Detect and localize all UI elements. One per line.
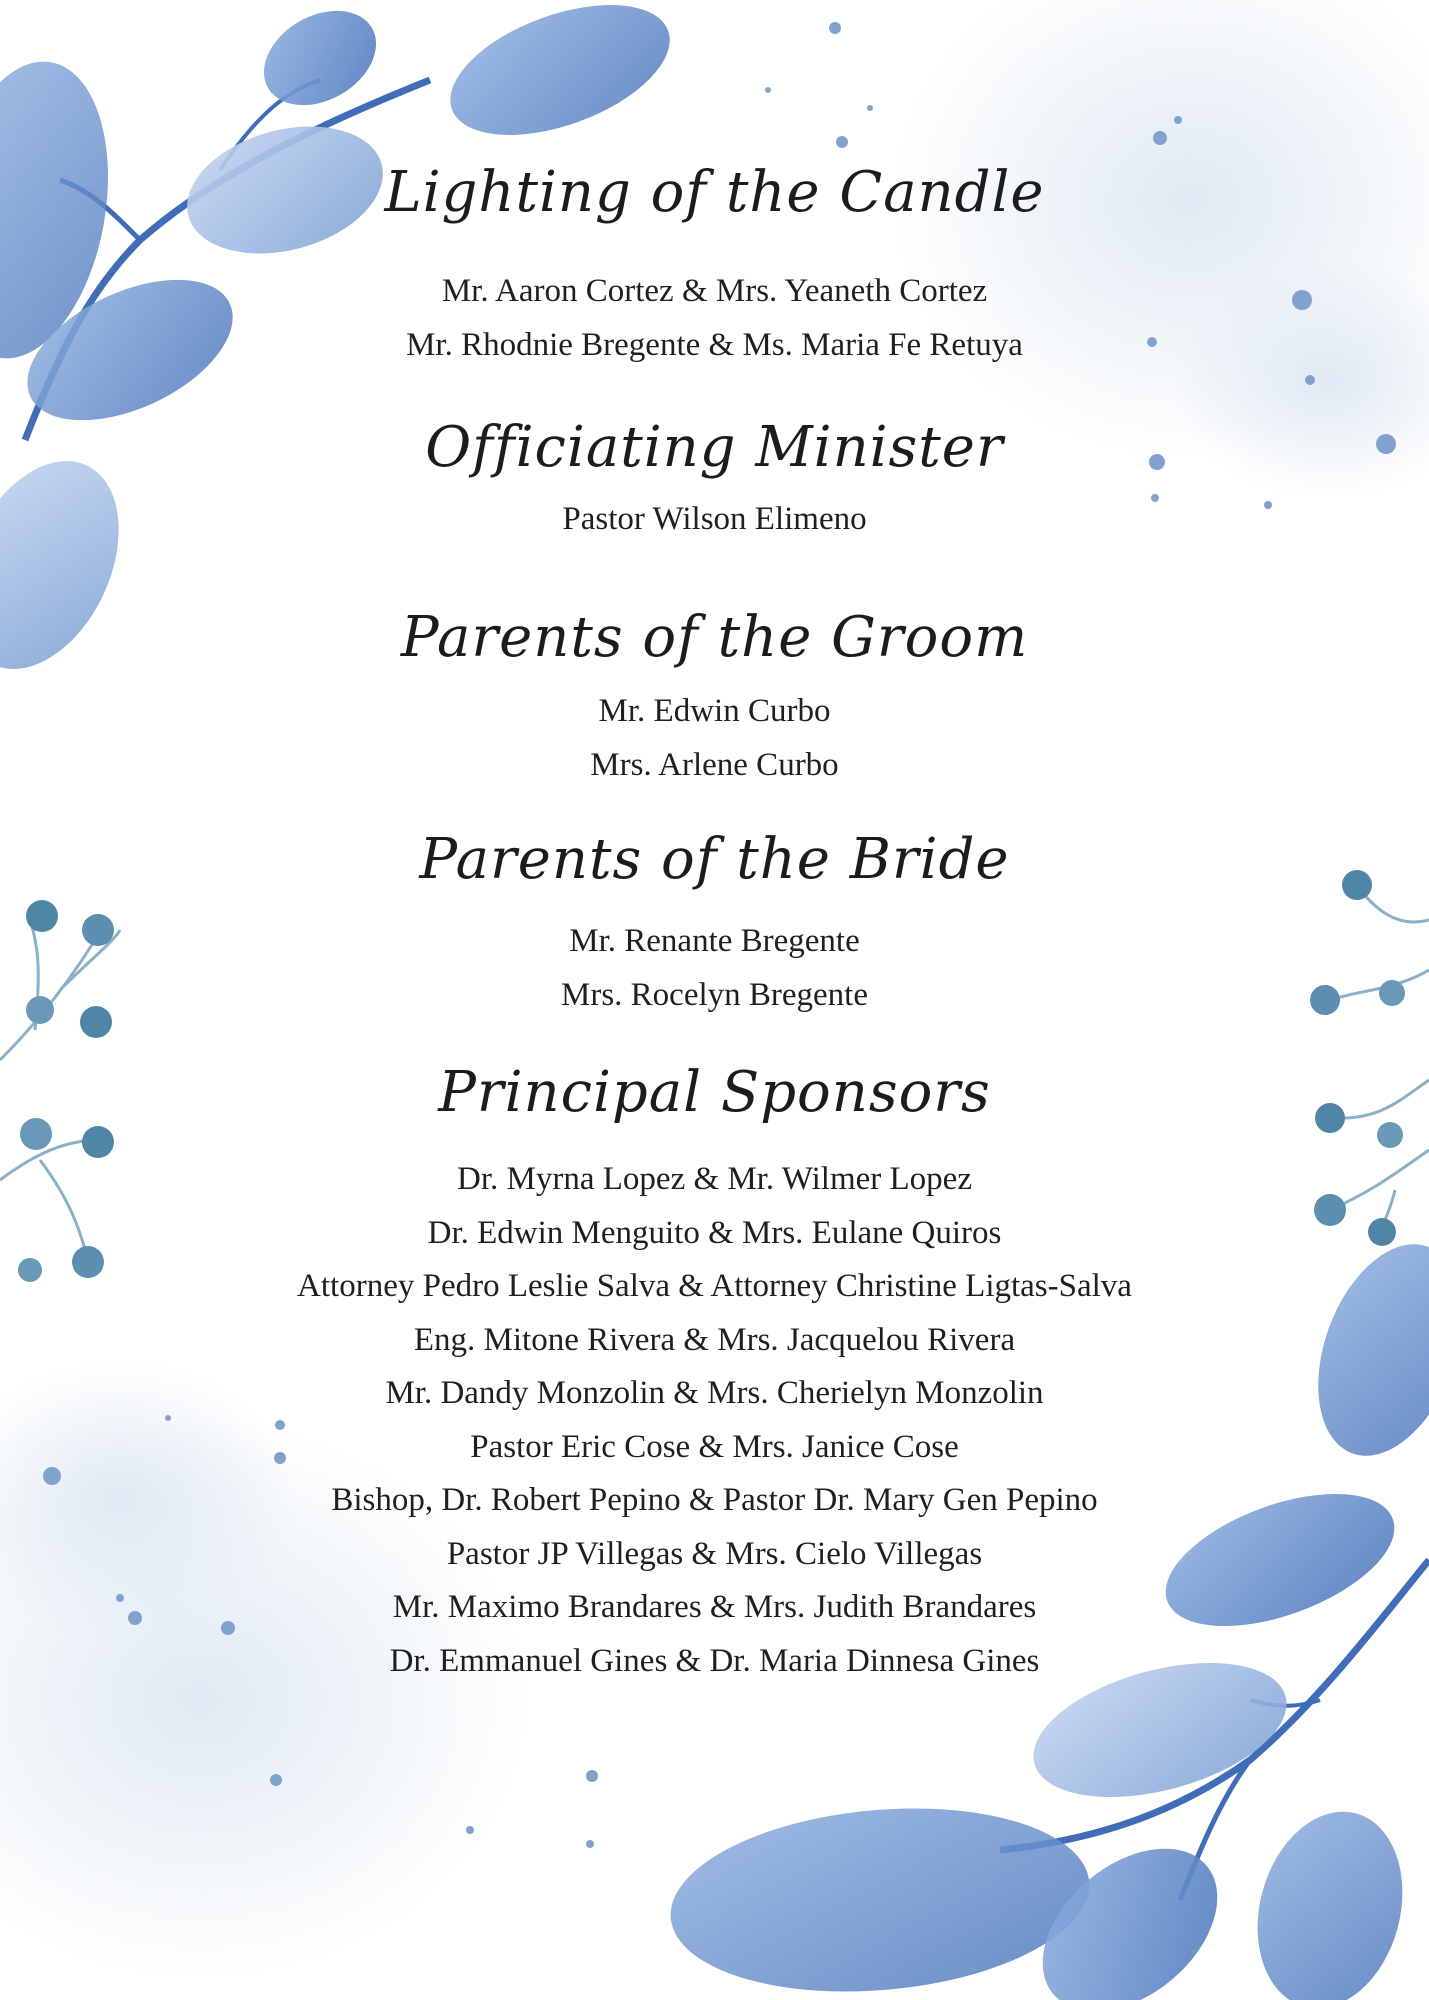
name-line: Bishop, Dr. Robert Pepino & Pastor Dr. Mary Gen Pepino — [331, 1482, 1098, 1518]
names-principal-sponsors — [0, 1153, 1429, 1688]
names-parents-of-the-bride — [0, 915, 1429, 1022]
section-heading-parents-of-the-groom: Parents of the Groom — [400, 605, 1029, 670]
names-parents-of-the-groom — [0, 685, 1429, 792]
name-line: Pastor Wilson Elimeno — [562, 501, 867, 537]
section-heading-parents-of-the-bride: Parents of the Bride — [419, 827, 1010, 892]
name-line: Mr. Aaron Cortez & Mrs. Yeaneth Cortez — [441, 273, 988, 309]
name-line: Mr. Renante Bregente — [569, 923, 860, 959]
name-line: Mrs. Rocelyn Bregente — [560, 976, 868, 1013]
name-line: Mr. Edwin Curbo — [598, 693, 831, 729]
name-line: Pastor Eric Cose & Mrs. Janice Cose — [470, 1428, 959, 1465]
name-line: Pastor JP Villegas & Mrs. Cielo Villegas — [446, 1535, 983, 1572]
names-lighting-of-the-candle — [0, 265, 1429, 372]
name-line: Mr. Maximo Brandares & Mrs. Judith Brandares — [392, 1589, 1037, 1625]
name-line: Dr. Myrna Lopez & Mr. Wilmer Lopez — [457, 1161, 972, 1197]
name-line: Dr. Edwin Menguito & Mrs. Eulane Quiros — [427, 1214, 1002, 1251]
names-officiating-minister — [0, 493, 1429, 547]
section-heading-officiating-minister: Officiating Minister — [425, 415, 1004, 480]
name-line: Mrs. Arlene Curbo — [590, 746, 839, 783]
name-line: Attorney Pedro Leslie Salva & Attorney Christine Ligtas-Salva — [297, 1268, 1132, 1304]
name-line: Eng. Mitone Rivera & Mrs. Jacquelou Rivera — [413, 1321, 1016, 1358]
section-heading-principal-sponsors: Principal Sponsors — [438, 1060, 991, 1125]
name-line: Mr. Dandy Monzolin & Mrs. Cherielyn Monzolin — [385, 1375, 1044, 1411]
name-line: Dr. Emmanuel Gines & Dr. Maria Dinnesa Gines — [389, 1642, 1040, 1679]
name-line: Mr. Rhodnie Bregente & Ms. Maria Fe Retuya — [406, 326, 1023, 363]
section-heading-lighting-of-the-candle: Lighting of the Candle — [384, 160, 1045, 225]
